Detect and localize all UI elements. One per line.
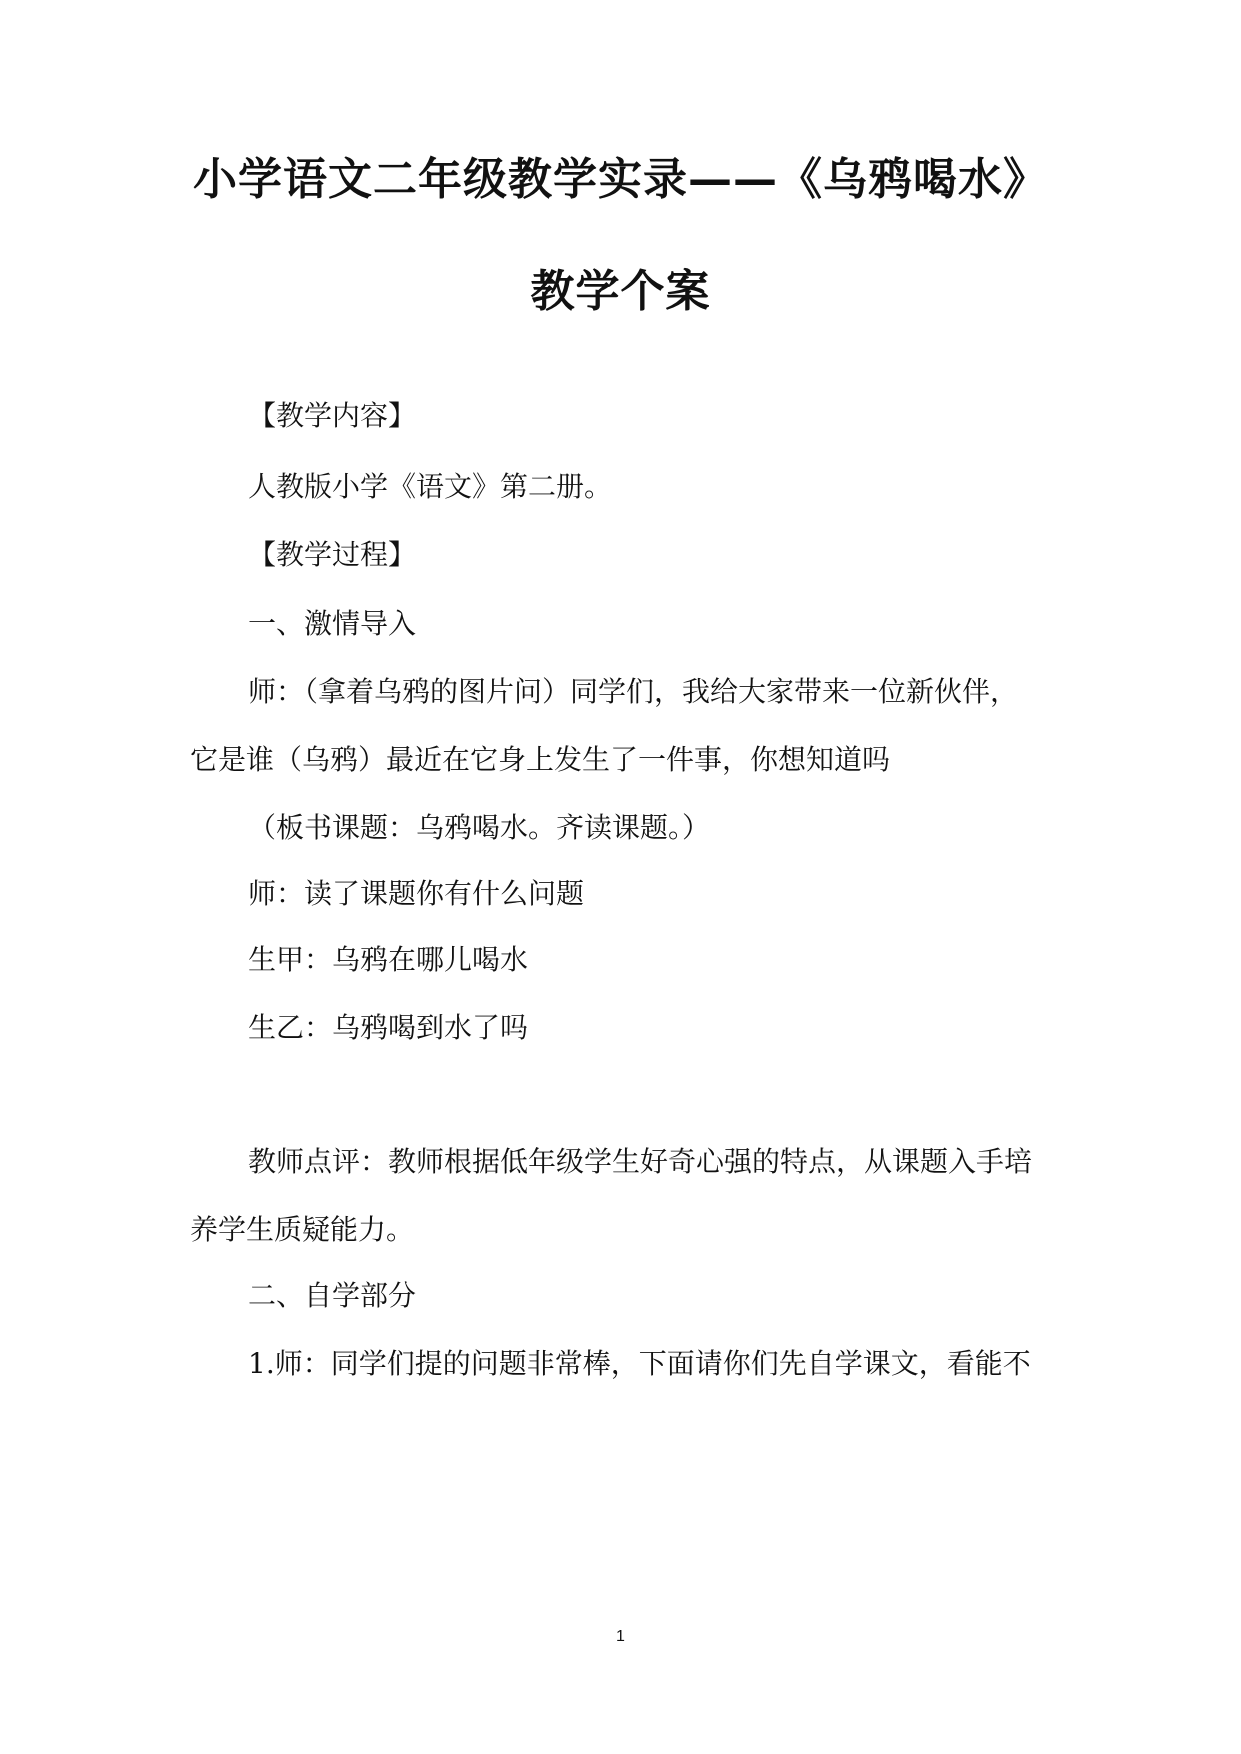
subsection-heading: 一、激情导入 [248, 607, 417, 640]
document-title-line-1: 小学语文二年级教学实录——《乌鸦喝水》 [193, 154, 1048, 205]
document-title-line-2: 教学个案 [530, 266, 711, 317]
paragraph-continuation: 它是谁（乌鸦）最近在它身上发生了一件事，你想知道吗 [190, 743, 891, 776]
section-heading-process: 【教学过程】 [248, 538, 417, 571]
paragraph: 生乙：乌鸦喝到水了吗 [248, 1011, 529, 1044]
paragraph: 1.师：同学们提的问题非常棒，下面请你们先自学课文，看能不 [248, 1347, 1031, 1380]
page-number: 1 [616, 1628, 625, 1645]
section-heading-content: 【教学内容】 [248, 399, 417, 432]
subsection-heading: 二、自学部分 [248, 1279, 417, 1312]
paragraph: 生甲：乌鸦在哪儿喝水 [248, 943, 529, 976]
paragraph: 人教版小学《语文》第二册。 [248, 470, 613, 503]
paragraph-continuation: 养学生质疑能力。 [190, 1213, 415, 1246]
paragraph: （板书课题：乌鸦喝水。齐读课题。） [248, 811, 711, 844]
paragraph: 师：（拿着乌鸦的图片问）同学们，我给大家带来一位新伙伴， [248, 675, 1019, 708]
paragraph: 教师点评：教师根据低年级学生好奇心强的特点，从课题入手培 [248, 1145, 1033, 1178]
paragraph: 师：读了课题你有什么问题 [248, 877, 585, 910]
